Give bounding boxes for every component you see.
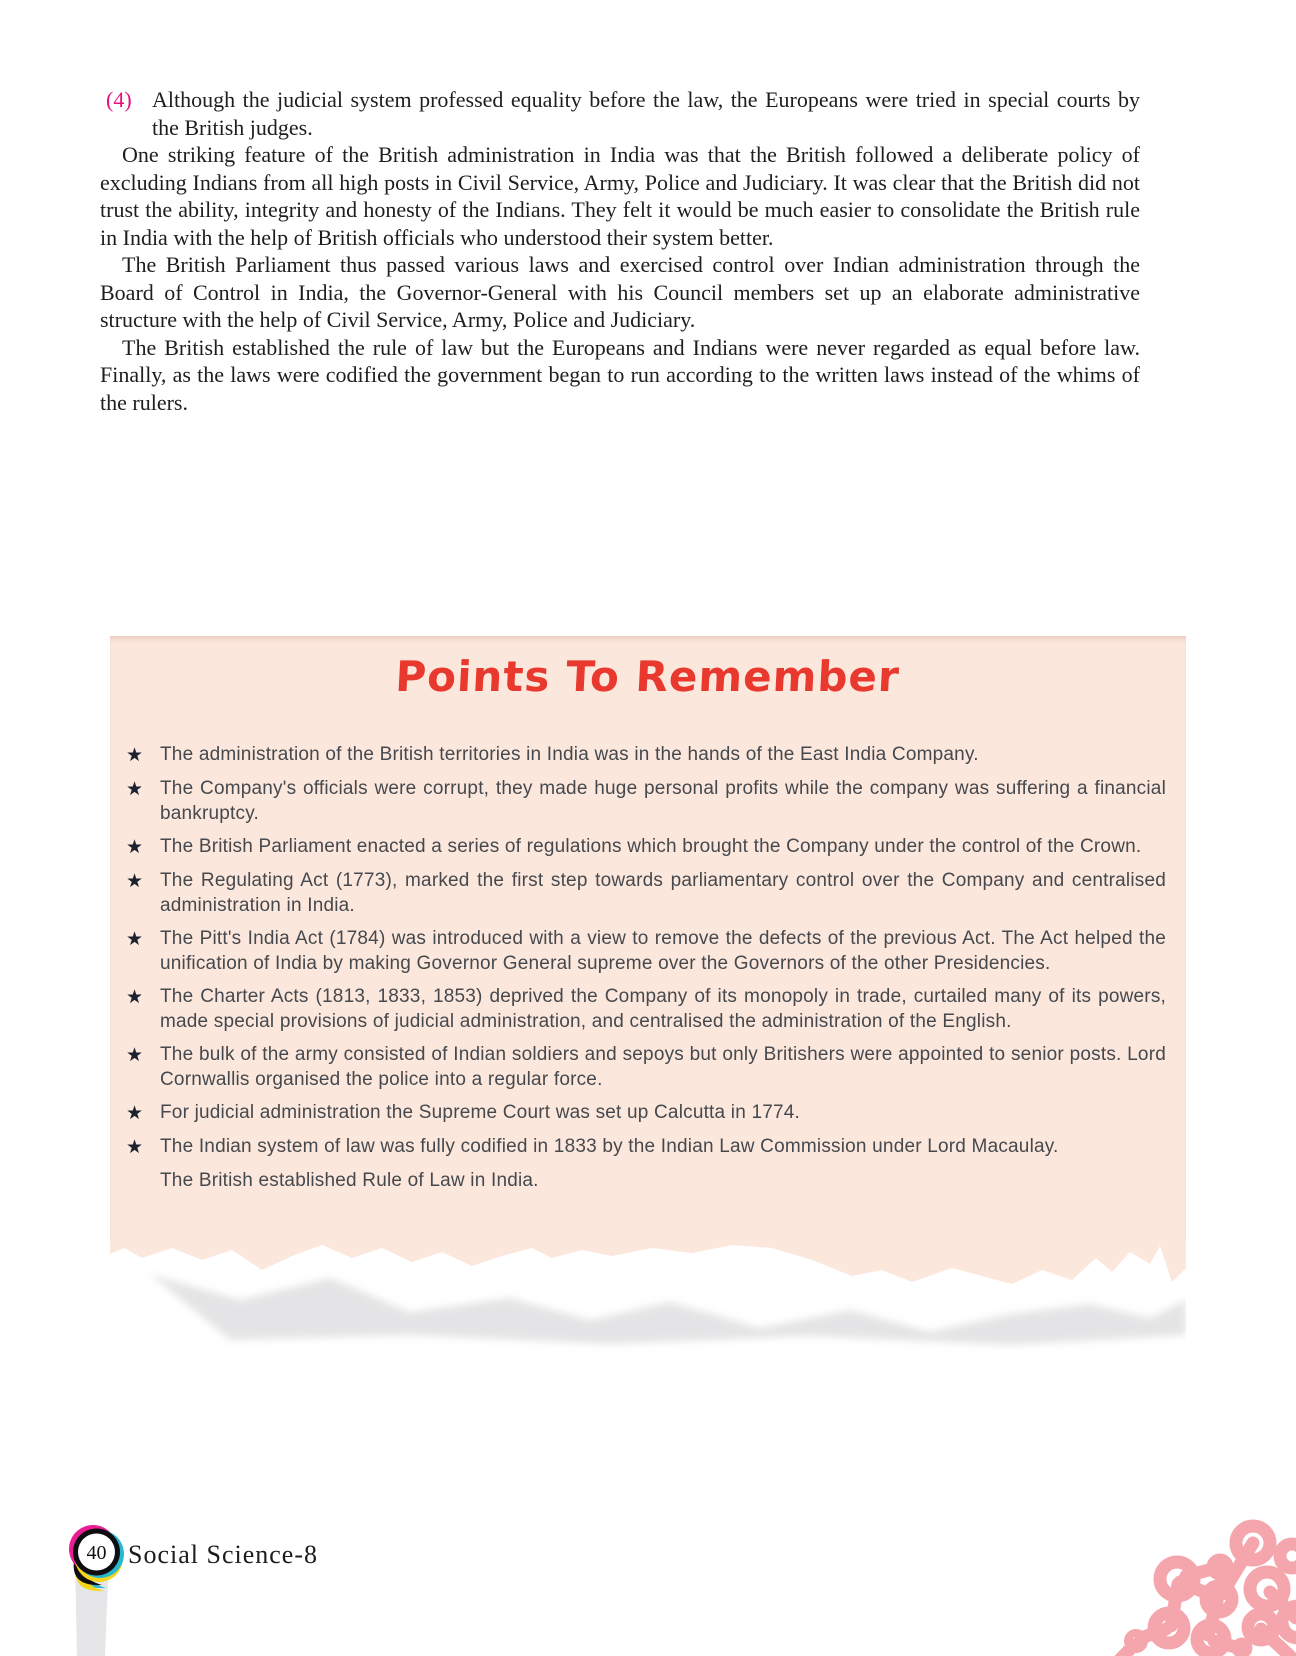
- list-item-text: Although the judicial system professed equality before the law, the Europeans were tried in special courts by the British judges.: [152, 87, 1140, 140]
- list-item: [126, 742, 1166, 768]
- points-to-remember-box: [110, 636, 1186, 1240]
- list-item: [126, 984, 1166, 1034]
- point-text: The Charter Acts (1813, 1833, 1853) deprived the Company of its monopoly in trade, curtailed many of its powers, made special provisions of judicial administration, and centralised the administration of the English.: [160, 986, 1166, 1032]
- point-text: The bulk of the army consisted of Indian soldiers and sepoys but only Britishers were appointed to senior posts. Lord Cornwallis organised the police into a regular force.: [160, 1044, 1166, 1090]
- bubble-cluster-decoration: [1056, 1426, 1296, 1656]
- star-bullet-icon: ★: [126, 837, 144, 858]
- list-item: [126, 776, 1166, 826]
- list-item: [126, 834, 1166, 860]
- points-list: [110, 742, 1186, 1160]
- point-text: The Pitt's India Act (1784) was introduced with a view to remove the defects of the previous Act. The Act helped the unification of India by making Governor General supreme over the Governors of the other Presidencies.: [160, 928, 1166, 974]
- star-bullet-icon: ★: [126, 1045, 144, 1066]
- body-text-block: [100, 86, 1140, 416]
- list-item: [126, 926, 1166, 976]
- page-number: 40: [86, 1542, 107, 1564]
- numbered-list-item: [100, 86, 1140, 141]
- star-bullet-icon: ★: [126, 987, 144, 1008]
- star-bullet-icon: ★: [126, 745, 144, 766]
- star-bullet-icon: ★: [126, 779, 144, 800]
- star-bullet-icon: ★: [126, 871, 144, 892]
- point-text: The administration of the British territories in India was in the hands of the East India Company.: [160, 744, 979, 765]
- point-text: For judicial administration the Supreme Court was set up Calcutta in 1774.: [160, 1102, 800, 1123]
- paragraph: The British Parliament thus passed various laws and exercised control over Indian administration through the Board of Control in India, the Governor-General with his Council members set up an elaborate administrative structure with the help of Civil Service, Army, Police and Judiciary.: [100, 252, 1140, 332]
- points-footnote: The British established Rule of Law in India.: [160, 1170, 539, 1191]
- page-number-badge: [60, 1518, 210, 1656]
- star-bullet-icon: ★: [126, 1137, 144, 1158]
- star-bullet-icon: ★: [126, 1103, 144, 1124]
- point-text: The Indian system of law was fully codified in 1833 by the Indian Law Commission under Lord Macaulay.: [160, 1136, 1059, 1157]
- paragraph: One striking feature of the British administration in India was that the British followed a deliberate policy of excluding Indians from all high posts in Civil Service, Army, Police and Judiciary. It was clear that the British did not trust the ability, integrity and honesty of the Indians. They felt it would be much easier to consolidate the British rule in India with the help of British officials who understood their system better.: [100, 142, 1140, 250]
- list-item: [126, 1100, 1166, 1126]
- points-box-title: Points To Remember: [394, 652, 902, 701]
- list-item: [126, 868, 1166, 918]
- book-title: Social Science-8: [128, 1540, 318, 1569]
- point-text: The Company's officials were corrupt, they made huge personal profits while the company was suffering a financial bankruptcy.: [160, 778, 1166, 824]
- list-item: [126, 1042, 1166, 1092]
- point-text: The British Parliament enacted a series of regulations which brought the Company under the control of the Crown.: [160, 836, 1142, 857]
- list-item: [126, 1134, 1166, 1160]
- point-text: The Regulating Act (1773), marked the first step towards parliamentary control over the Company and centralised administration in India.: [160, 870, 1166, 916]
- paragraph: The British established the rule of law but the Europeans and Indians were never regarded as equal before law. Finally, as the laws were codified the government began to run according to the written laws instead of the whims of the rulers.: [100, 334, 1140, 415]
- torn-paper-edge: [110, 1240, 1186, 1350]
- list-item-number: (4): [106, 87, 132, 112]
- star-bullet-icon: ★: [126, 929, 144, 950]
